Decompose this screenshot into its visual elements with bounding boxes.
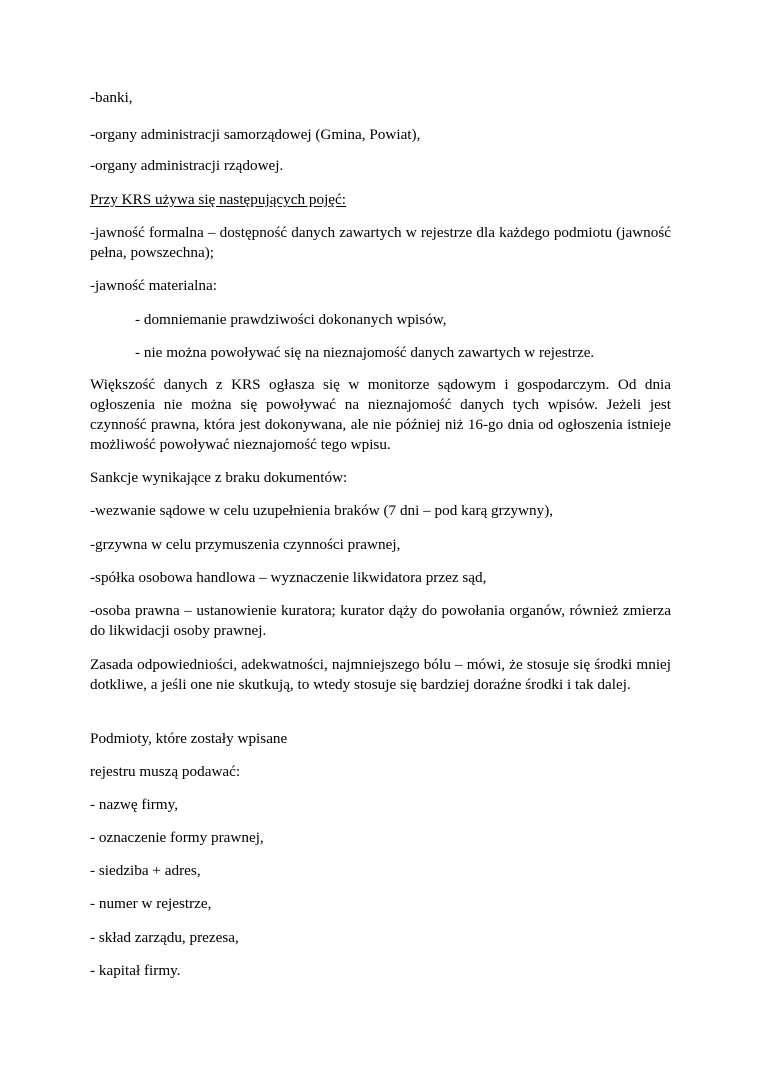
- paragraph-jawnosc-formalna: -jawność formalna – dostępność danych zawartych w rejestrze dla każdego podmiotu (jawność pełna, powszechna);: [90, 224, 671, 261]
- paragraph-monitor-sadowy: Większość danych z KRS ogłasza się w monitorze sądowym i gospodarczym. Od dnia ogłoszenia nie można się powoływać na nieznajomość danych tych wpisów. Jeżeli jest czynność prawna, która jest dokonywana, ale nie później niż 16-go dnia od ogłoszenia istnieje możliwość powoływać nieznajomość tego wpisu.: [90, 376, 671, 453]
- list-item-forma-prawna: - oznaczenie formy prawnej,: [90, 829, 264, 846]
- sub-item-domniemanie: - domniemanie prawdziwości dokonanych wpisów,: [135, 311, 447, 328]
- list-item-organy-samorzadowe: -organy administracji samorządowej (Gmina, Powiat),: [90, 126, 421, 143]
- list-item-wezwanie-sadowe: -wezwanie sądowe w celu uzupełnienia braków (7 dni – pod karą grzywny),: [90, 502, 554, 519]
- section-heading-sankcje: Sankcje wynikające z braku dokumentów:: [90, 469, 348, 486]
- list-item-banki: -banki,: [90, 89, 133, 106]
- paragraph-podmioty-wpisane: Podmioty, które zostały wpisane: [90, 730, 288, 747]
- list-item-siedziba: - siedziba + adres,: [90, 862, 201, 879]
- list-item-nazwa-firmy: - nazwę firmy,: [90, 796, 178, 813]
- list-item-spolka-osobowa: -spółka osobowa handlowa – wyznaczenie likwidatora przez sąd,: [90, 569, 487, 586]
- list-item-jawnosc-materialna: -jawność materialna:: [90, 277, 217, 294]
- list-item-grzywna: -grzywna w celu przymuszenia czynności prawnej,: [90, 536, 401, 553]
- list-item-sklad-zarzadu: - skład zarządu, prezesa,: [90, 929, 239, 946]
- sub-item-nieznajomosc: - nie można powoływać się na nieznajomość danych zawartych w rejestrze.: [135, 344, 595, 361]
- list-item-numer-rejestr: - numer w rejestrze,: [90, 895, 212, 912]
- section-heading-krs-pojecia: Przy KRS używa się następujących pojęć:: [90, 191, 347, 208]
- paragraph-osoba-prawna: -osoba prawna – ustanowienie kuratora; kurator dąży do powołania organów, również zmierza do likwidacji osoby prawnej.: [90, 602, 671, 639]
- paragraph-zasada-odpowiedniosci: Zasada odpowiedniości, adekwatności, najmniejszego bólu – mówi, że stosuje się środki mniej dotkliwe, a jeśli one nie skutkują, to wtedy stosuje się bardziej doraźne środki i tak dalej.: [90, 656, 671, 693]
- list-item-organy-rzadowe: -organy administracji rządowej.: [90, 157, 284, 174]
- list-item-kapital: - kapitał firmy.: [90, 962, 181, 979]
- paragraph-rejestru-musza: rejestru muszą podawać:: [90, 763, 241, 780]
